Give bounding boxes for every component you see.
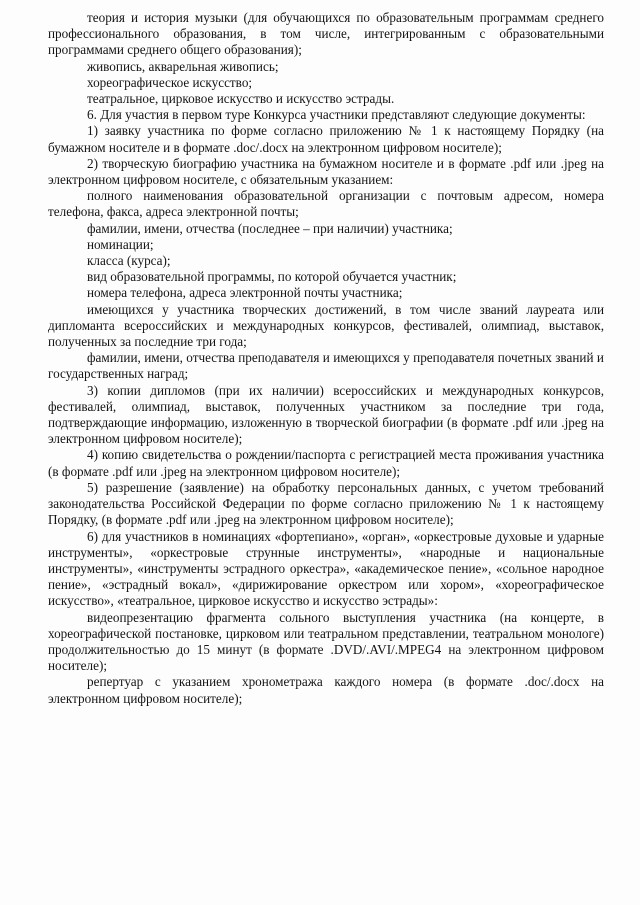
paragraph-video-presentation: видеопрезентацию фрагмента сольного выступления участника (на концерте, в хореографической постановке, цирковом или театральном представлении, театральном монологе) продолжительностью до 15 минут (в формате .DVD/.AVI/.MPEG4 на электронном цифровом носителе); xyxy=(48,609,604,674)
paragraph-achievements: имеющихся у участника творческих достижений, в том числе званий лауреата или дипломанта всероссийских и международных конкурсов, фестивалей, олимпиад, выставок, полученных за последние три года; xyxy=(48,301,604,350)
paragraph-participant-name: фамилии, имени, отчества (последнее – при наличии) участника; xyxy=(87,220,453,236)
document-body xyxy=(48,10,604,707)
paragraph-choreography: хореографическое искусство; xyxy=(87,74,253,90)
paragraph-item-3-diplomas: 3) копии дипломов (при их наличии) всероссийских и международных конкурсов, фестивалей, олимпиад, выставок, полученных участником за последние три года, подтверждающие информацию, изложенную в творческой биографии (в формате .pdf или .jpeg на электронном цифровом носителе); xyxy=(48,382,604,447)
paragraph-participant-contacts: номера телефона, адреса электронной почты участника; xyxy=(87,285,403,301)
paragraph-teacher: фамилии, имени, отчества преподавателя и имеющихся у преподавателя почетных званий и государственных наград; xyxy=(48,350,604,382)
paragraph-program-type: вид образовательной программы, по которой обучается участник; xyxy=(87,269,457,285)
paragraph-theatre-circus: театральное, цирковое искусство и искусство эстрады. xyxy=(87,91,395,107)
paragraph-org-name: полного наименования образовательной организации с почтовым адресом, номера телефона, факса, адреса электронной почты; xyxy=(48,188,604,220)
paragraph-item-6-nominations: 6) для участников в номинациях «фортепиано», «орган», «оркестровые духовые и ударные инструменты», «оркестровые струнные инструменты», «народные и национальные инструменты», «инструменты эстрадного оркестра», «академическое пение», «сольное народное пение», «эстрадный вокал», «дирижирование оркестром или хором», «хореографическое искусство», «театральное, цирковое искусство и искусство эстрады»: xyxy=(48,528,604,609)
paragraph-item-2-biography: 2) творческую биографию участника на бумажном носителе и в формате .pdf или .jpeg на электронном цифровом носителе, с обязательным указанием: xyxy=(48,155,604,188)
paragraph-music-theory: теория и история музыки (для обучающихся по образовательным программам среднего профессионального образования, в том числе, интегрированным с образовательными программами среднего общего образования); xyxy=(48,10,604,58)
paragraph-item-5-consent: 5) разрешение (заявление) на обработку персональных данных, с учетом требований законодательства Российской Федерации по форме согласно приложению № 1 к настоящему Порядку, (в формате .pdf или .jpeg на электронном цифровом носителе); xyxy=(48,479,604,528)
paragraph-painting: живопись, акварельная живопись; xyxy=(87,58,279,74)
paragraph-nomination: номинации; xyxy=(87,236,154,252)
paragraph-repertoire: репертуар с указанием хронометража каждого номера (в формате .doc/.docx на электронном цифровом носителе); xyxy=(48,674,604,706)
paragraph-item-1-application: 1) заявку участника по форме согласно приложению № 1 к настоящему Порядку (на бумажном носителе и в формате .doc/.docx на электронном цифровом носителе); xyxy=(48,123,604,155)
paragraph-class-course: класса (курса); xyxy=(87,253,171,269)
paragraph-section-6: 6. Для участия в первом туре Конкурса участники представляют следующие документы: xyxy=(87,107,586,123)
paragraph-item-4-birth-certificate: 4) копию свидетельства о рождении/паспорта с регистрацией места проживания участника (в формате .pdf или .jpeg на электронном цифровом носителе); xyxy=(48,447,604,479)
